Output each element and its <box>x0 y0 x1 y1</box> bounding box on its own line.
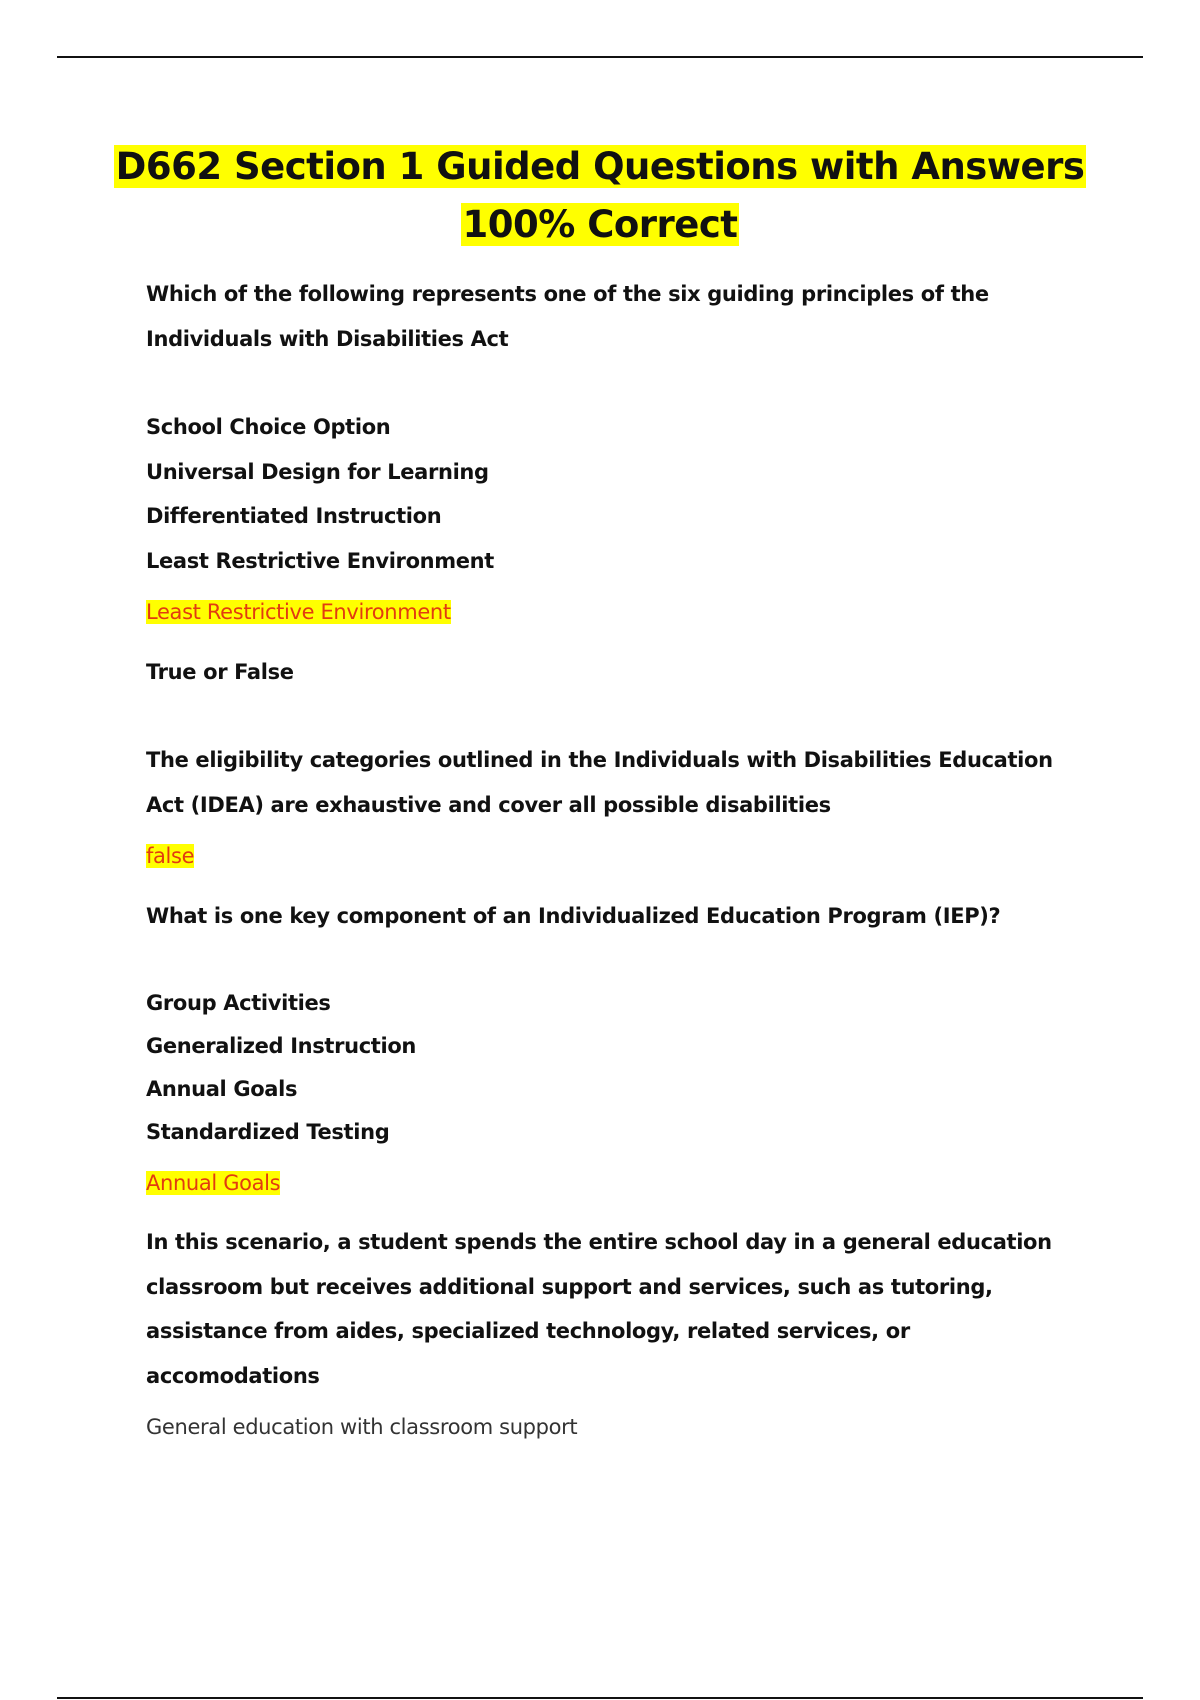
question-1: Which of the following represents one of the six guiding principles of the Individuals with Disabilities Act <box>146 282 989 351</box>
options-1 <box>146 405 1106 583</box>
option: School Choice Option <box>146 415 391 439</box>
true-false-prompt: True or False <box>146 660 294 684</box>
option: Annual Goals <box>146 1077 298 1101</box>
answer-1 <box>146 599 1106 625</box>
question-2: The eligibility categories outlined in the Individuals with Disabilities Education Act (IDEA) are exhaustive and cover all possible disabilities <box>146 748 1053 817</box>
document-title <box>100 138 1100 254</box>
option: Group Activities <box>146 991 331 1015</box>
answer-2 <box>146 843 1106 869</box>
option: Standardized Testing <box>146 1120 390 1144</box>
answer-highlight: Least Restrictive Environment <box>146 600 451 624</box>
option: Least Restrictive Environment <box>146 548 494 573</box>
answer-4: General education with classroom support <box>146 1415 578 1439</box>
option: Generalized Instruction <box>146 1034 417 1058</box>
document-body <box>146 272 1106 1440</box>
option: Differentiated Instruction <box>146 504 442 528</box>
question-3: What is one key component of an Individualized Education Program (IEP)? <box>146 904 1001 928</box>
option: Universal Design for Learning <box>146 459 489 484</box>
answer-highlight: false <box>146 844 195 868</box>
title-line-2: 100% Correct <box>462 203 738 246</box>
answer-3 <box>146 1170 1106 1196</box>
options-3 <box>146 982 1106 1154</box>
question-4: In this scenario, a student spends the entire school day in a general education classroom but receives additional support and services, such as tutoring, assistance from aides, specialized technology, related services, or accomodations <box>146 1230 1052 1388</box>
title-line-1: D662 Section 1 Guided Questions with Answers <box>115 145 1085 188</box>
header-rule <box>57 56 1143 58</box>
footer-rule <box>57 1697 1143 1699</box>
answer-highlight: Annual Goals <box>146 1171 281 1195</box>
